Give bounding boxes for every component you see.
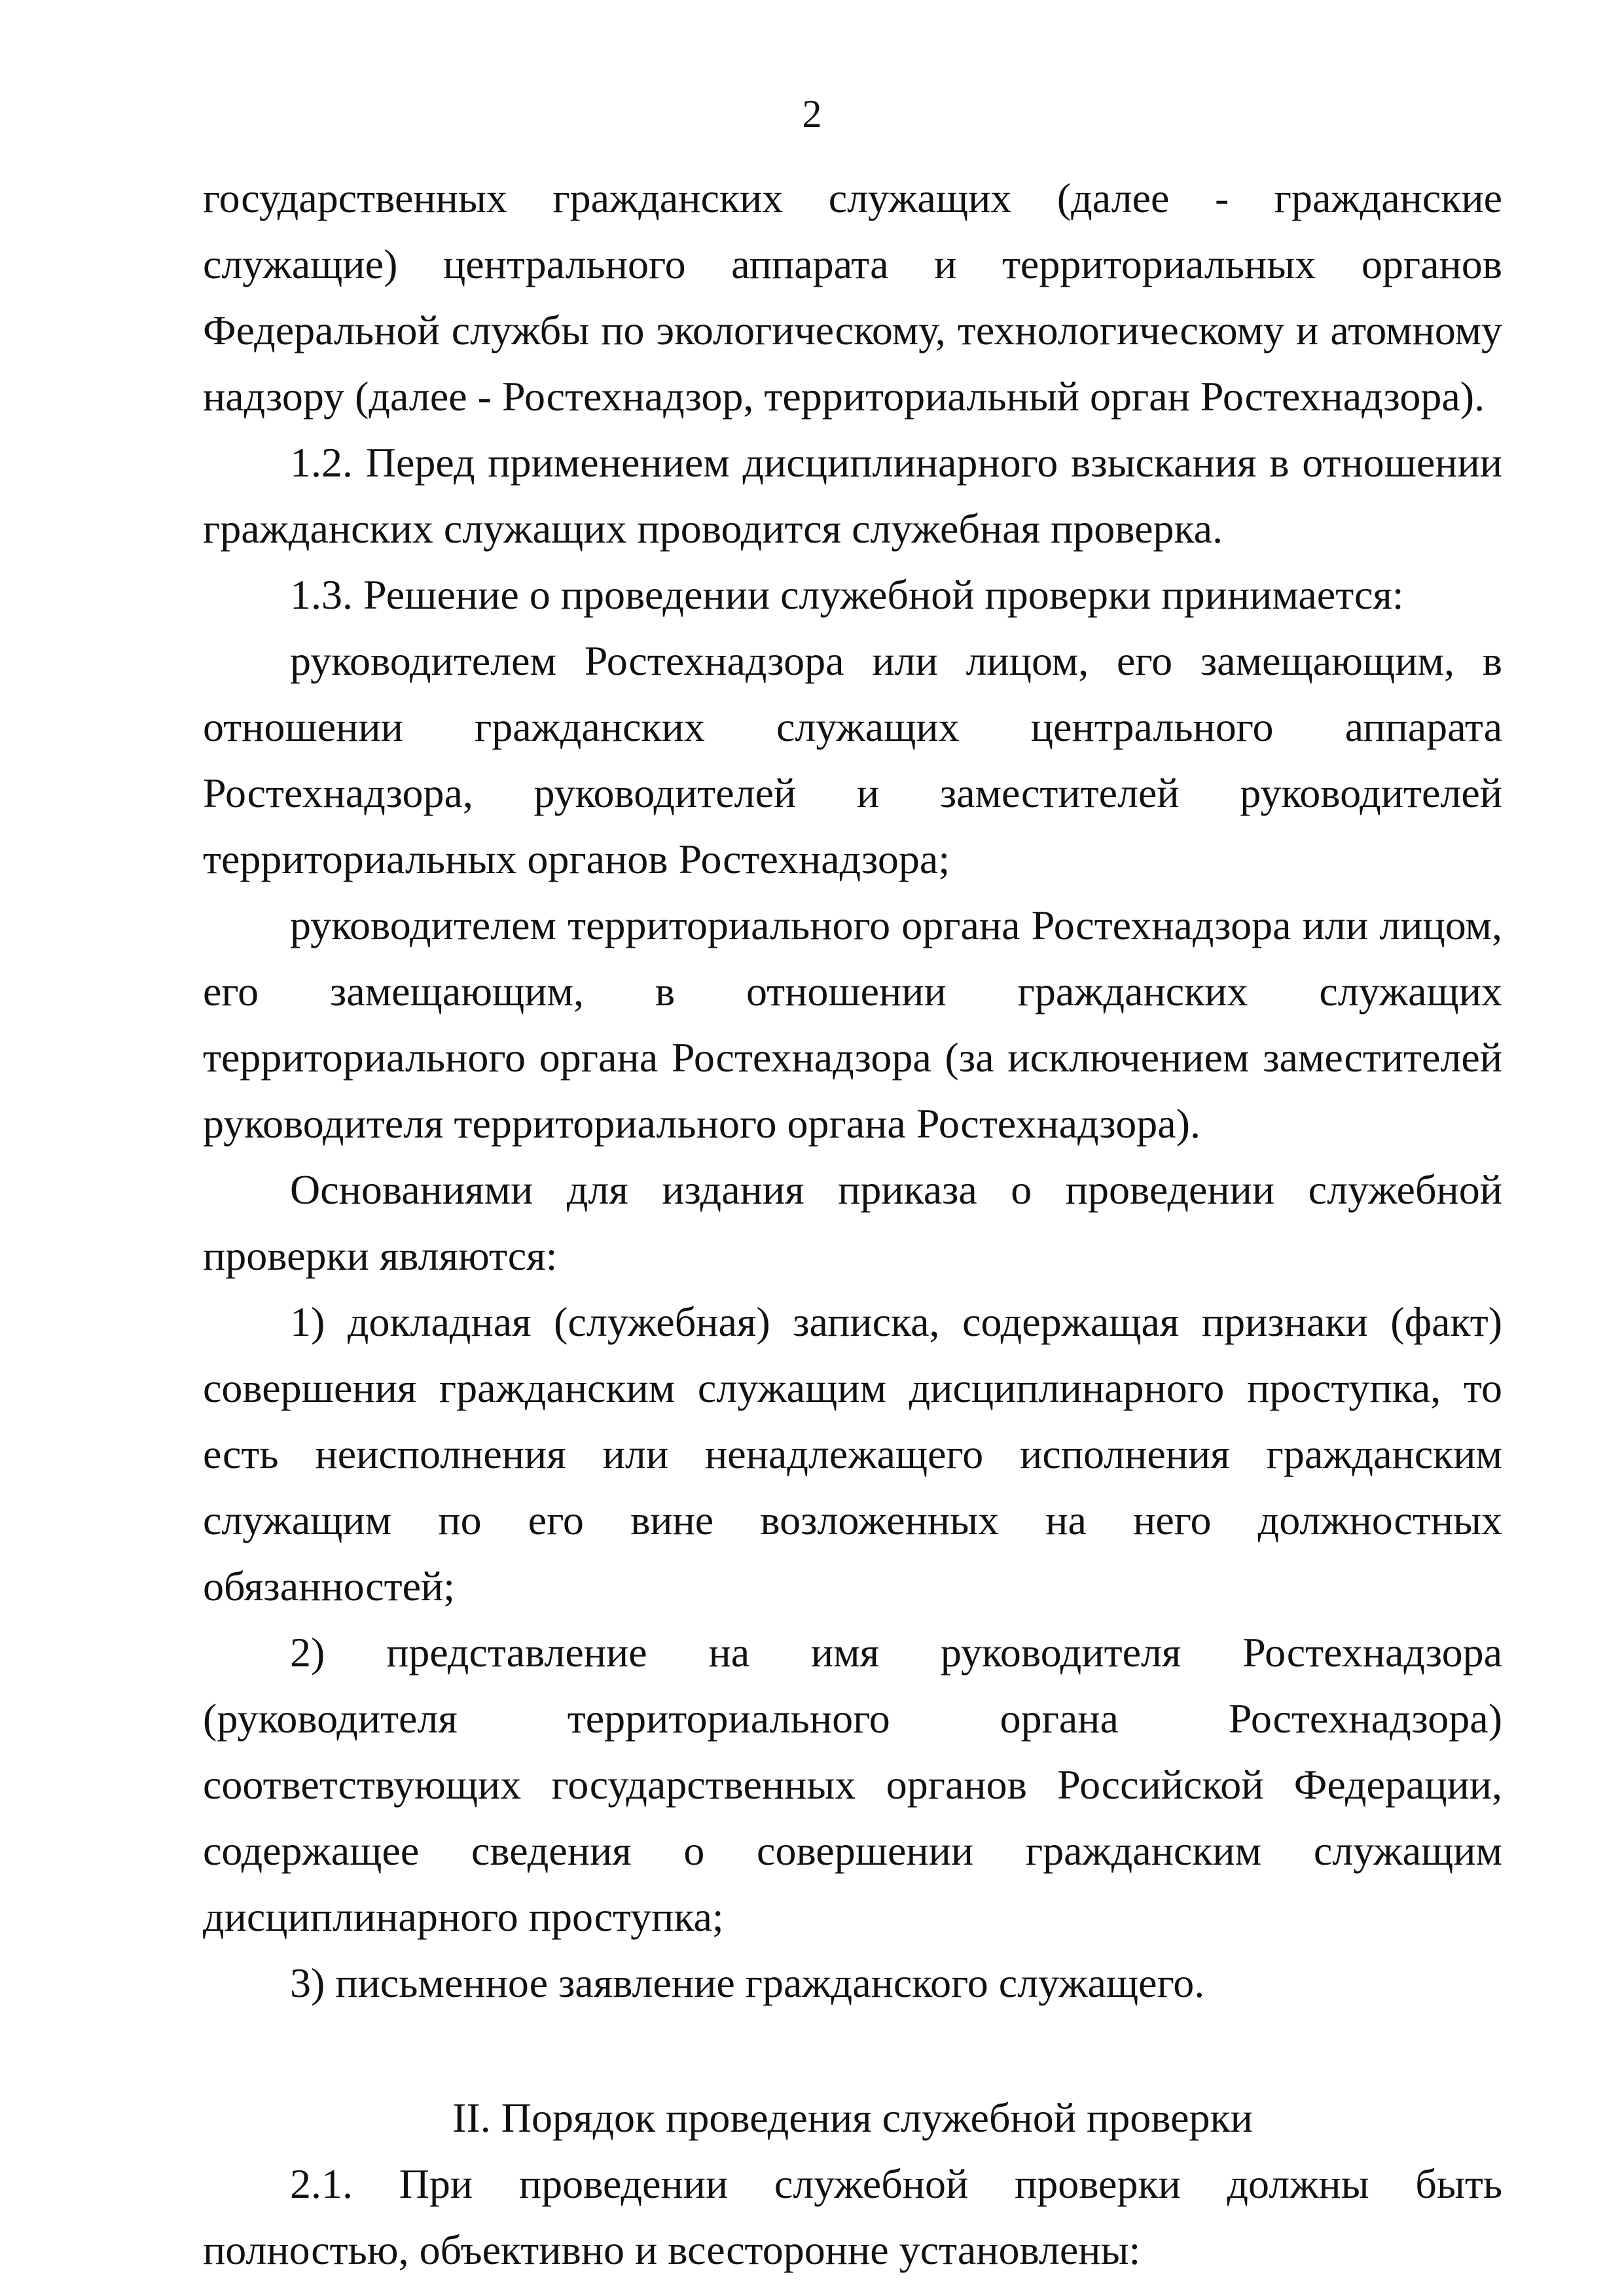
page-number: 2	[802, 92, 822, 135]
paragraph-grounds: Основаниями для издания приказа о проведении служебной проверки являются:	[203, 1166, 1502, 1279]
paragraph-ground-3: 3) письменное заявление гражданского служащего.	[290, 1960, 1205, 2006]
paragraph-ground-2: 2) представление на имя руководителя Ростехнадзора (руководителя территориального органа Ростехнадзора) соответствующих государственных органов Российской Федерации, содержащее сведения о совершении гражданским служащим дисциплинарного проступка;	[203, 1629, 1502, 1940]
section-2-heading: II. Порядок проведения служебной проверки	[452, 2094, 1253, 2141]
paragraph-1-2: 1.2. Перед применением дисциплинарного взыскания в отношении гражданских служащих проводится служебная проверка.	[203, 439, 1502, 552]
paragraph-1-3-b: руководителем территориального органа Ростехнадзора или лицом, его замещающим, в отношении гражданских служащих территориального органа Ростехнадзора (за исключением заместителей руководителя территориального органа Ростехнадзора).	[203, 902, 1502, 1147]
paragraph-2-1: 2.1. При проведении служебной проверки должны быть полностью, объективно и всесторонне установлены:	[203, 2161, 1502, 2273]
paragraph-ground-1: 1) докладная (служебная) записка, содержащая признаки (факт) совершения гражданским служащим дисциплинарного проступка, то есть неисполнения или ненадлежащего исполнения гражданским служащим по его вине возложенных на него должностных обязанностей;	[203, 1299, 1502, 1609]
paragraph-1-3: 1.3. Решение о проведении служебной проверки принимается:	[290, 571, 1404, 618]
document-body	[203, 165, 1502, 2283]
paragraph-intro: государственных гражданских служащих (далее - гражданские служащие) центрального аппарата и территориальных органов Федеральной службы по экологическому, технологическому и атомному надзору (далее - Ростехнадзор, территориальный орган Ростехнадзора).	[203, 175, 1502, 420]
paragraph-1-3-a: руководителем Ростехнадзора или лицом, его замещающим, в отношении гражданских служащих центрального аппарата Ростехнадзора, руководителей и заместителей руководителей территориальных органов Ростехнадзора;	[203, 637, 1502, 882]
